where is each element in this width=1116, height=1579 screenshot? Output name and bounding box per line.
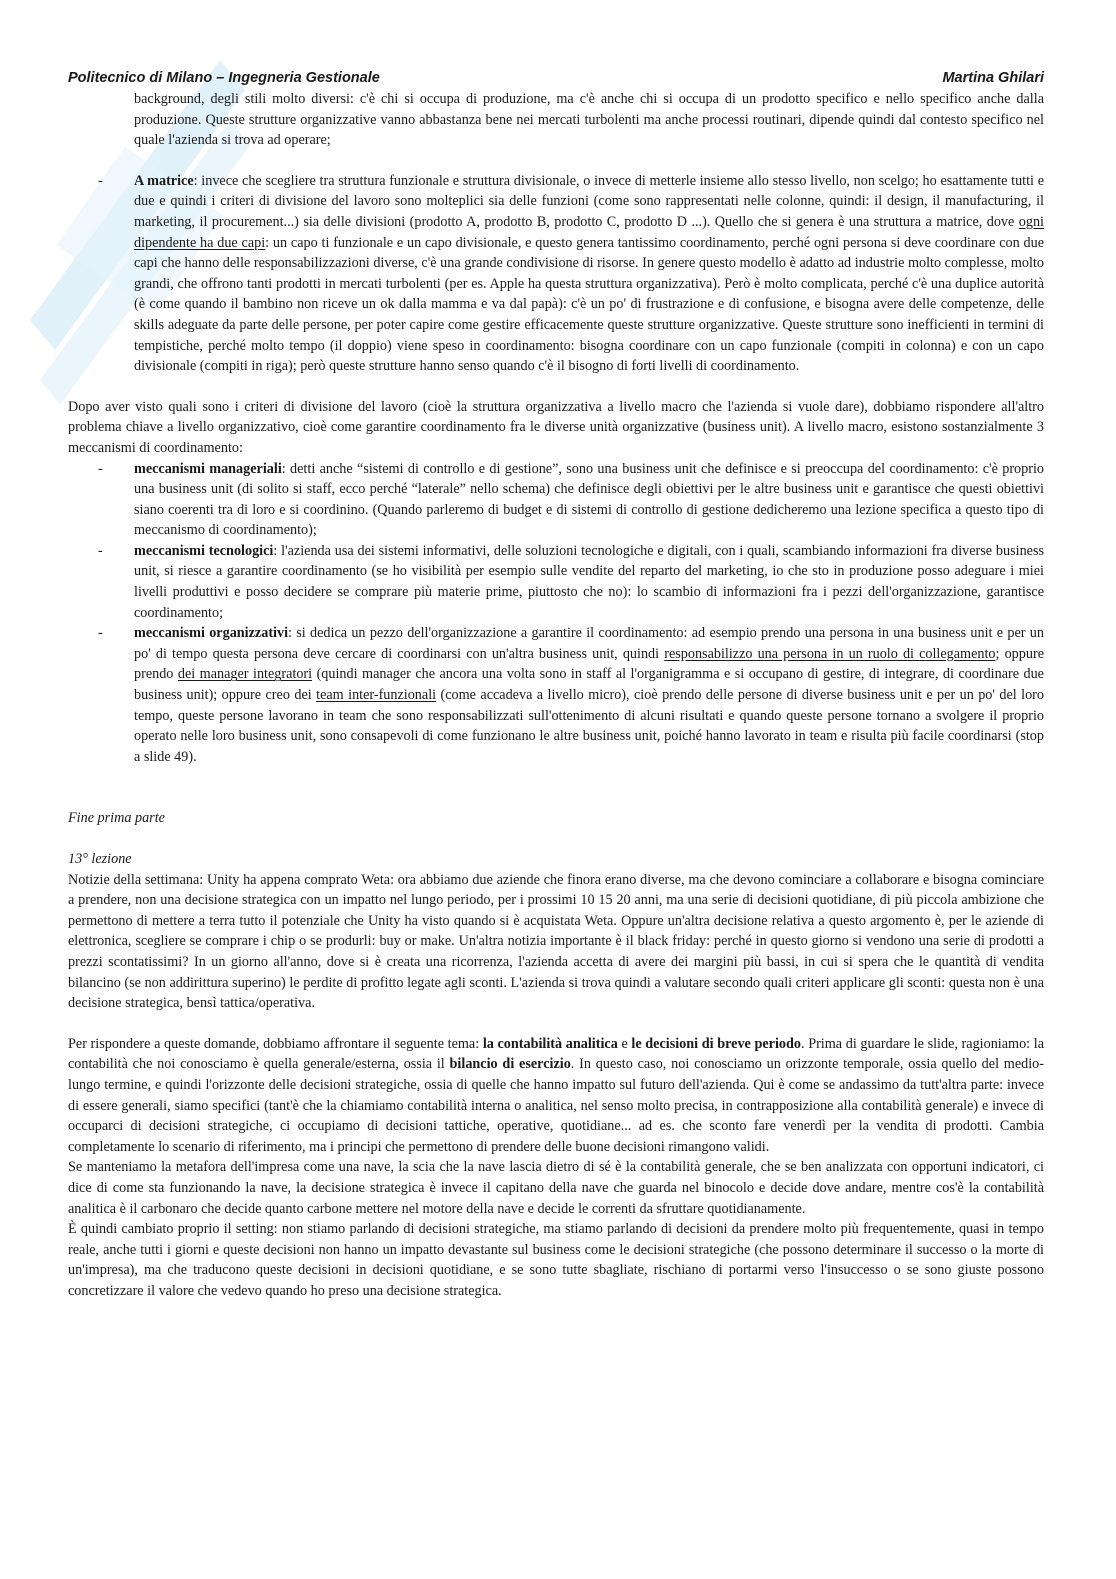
paragraph-setting: È quindi cambiato proprio il setting: non stiamo parlando di decisioni strategiche, ma stiamo parlando di decisioni da prendere molto più frequentemente, quasi in tempo reale, anche tutti i giorni e queste decisioni non hanno un impatto devastante sul business come le decisioni strategiche (che possono determinare il successo o la morte di un'impresa), ma che traducono queste decisioni in decisioni quotidiane, e se sono tutte sbagliate, rischiano di portarmi verso l'insuccesso o se sono giuste possono concretizzare il valore che vedevo quando ho preso una decisione strategica. — [68, 1221, 1044, 1299]
document-body — [68, 89, 1044, 1301]
lesson-heading: 13° lezione — [68, 851, 132, 867]
bold-term: le decisioni di breve periodo — [631, 1035, 801, 1052]
bullet-manageriali: - meccanismi manageriali: detti anche “sistemi di controllo e di gestione”, sono una business unit che definisce e si preoccupa del coordinamento: c'è proprio una business unit (di solito si staff, ecco perché “laterale” nello schema) che definisce degli obiettivi per le altre business unit e garantisce che questi obiettivi siano coerenti tra di loro e si coordinino. (Quando parleremo di budget e di sistemi di controllo di gestione dedicheremo una lezione specifica a questo tipo di meccanismo di coordinamento); — [98, 460, 1045, 539]
underlined-text: responsabilizzo una persona in un ruolo di collegamento — [664, 645, 996, 662]
bullet-dash: - — [98, 460, 103, 477]
paragraph-coordination-intro: Dopo aver visto quali sono i criteri di divisione del lavoro (cioè la struttura organizzativa a livello macro che l'azienda si vuole dare), dobbiamo rispondere all'altro problema chiave a livello organizzativo, cioè come garantire coordinamento fra le diverse unità organizzative (business unit). A livello macro, esistono sostanzialmente 3 meccanismi di coordinamento: — [68, 398, 1044, 456]
bullet-dash: - — [98, 542, 103, 559]
bullet-dash: - — [98, 625, 103, 642]
header-author: Martina Ghilari — [942, 70, 1044, 86]
paragraph-divisional-end: background, degli stili molto diversi: c'è chi si occupa di produzione, ma c'è anche chi si occupa di un prodotto specifico e nello specifico anche dalla produzione. Queste strutture organizzative vanno abbastanza bene nei mercati turbolenti ma anche processi routinari, dipende quindi dal contesto specifico nel quale l'azienda si trova ad operare; — [134, 91, 1044, 149]
bullet-organizzativi: - meccanismi organizzativi: si dedica un pezzo dell'organizzazione a garantire il coordinamento: ad esempio prendo una persona in una business unit e per un po' di tempo questa persona deve cercare di coordinarsi con un'altra business unit, quindi responsabilizzo una persona in un ruolo di collegamento; oppure prendo dei manager integratori (quindi manager che ancora una volta sono in staff al l'organigramma e si occupano di gestire, di integrare, di coordinare due business unit); oppure creo dei team inter-funzionali (come accadeva a livello micro), cioè prendo delle persone di diverse business unit e per un po' del loro tempo, queste persone lavorano in team che sono responsabilizzati sull'ottenimento di alcuni risultati e quando queste persone tornano a svolgere il proprio operato nelle loro business unit, sono consapevoli di come funzionano le altre business unit, poiché hanno lavorato in team e risulta più facile coordinarsi (stop a slide 49). — [98, 625, 1045, 765]
bullet-matrice: - A matrice: invece che scegliere tra struttura funzionale e struttura divisionale, o invece di metterle insieme allo stesso livello, non scelgo; ho esattamente tutti e due e quindi i criteri di divisione del lavoro sono molteplici sia delle funzioni (come sono rappresentati nelle colonne, quindi: il design, il manufacturing, il marketing, il procurement...) sia delle divisioni (prodotto A, prodotto B, prodotto C, prodotto D ...). Quello che si genera è una struttura a matrice, dove ogni dipendente ha due capi: un capo ti funzionale e un capo divisionale, e questo genera tantissimo coordinamento, perché ogni persona si deve coordinare con due capi che hanno delle responsabilizzazioni diverse, c'è una grande condivisione di risorse. In genere questo modello è adatto ad industrie molto complesse, molto grandi, che offrono tanti prodotti in mercati turbolenti (per es. Apple ha questa struttura organizzativa). Però è molto complicata, perché c'è una duplice autorità (è come quando il bambino non riceve un ok dalla mamma e va dal papà): c'è un po' di frustrazione e di confusione, e bisogna avere delle competenze, delle skills adeguate da parte delle persone, per poter capire come gestire efficacemente queste strutture organizzative. Queste strutture sono inefficienti in termini di tempistiche, perché molto tempo (il doppio) viene speso in coordinamento: bisogna coordinare con un capo funzionale (compiti in colonna) e con un capo divisionale (compiti in riga); però queste strutture hanno senso quando c'è il bisogno di forti livelli di coordinamento. — [98, 172, 1044, 375]
bullet-title: A matrice — [134, 172, 194, 189]
header-course: Politecnico di Milano – Ingegneria Gestionale — [68, 70, 380, 86]
bold-term: bilancio di esercizio — [449, 1056, 571, 1073]
bullet-title: meccanismi tecnologici — [134, 542, 274, 559]
bullet-title: meccanismi organizzativi — [134, 625, 289, 642]
bullet-tecnologici: - meccanismi tecnologici: l'azienda usa dei sistemi informativi, delle soluzioni tecnologiche e digitali, con i quali, scambiando informazioni fra diverse business unit, si riesce a garantire coordinamento (se ho visibilità per esempio sulle vendite del reparto del marketing, io che sto in produzione posso adeguare i miei livelli produttivi e posso decidere se comprare più materie prime, piuttosto che no): lo scambio di informazioni fra i pezzi dell'organizzazione, garantisce coordinamento; — [98, 542, 1045, 621]
page-header — [68, 70, 1044, 90]
section-end-label: Fine prima parte — [68, 810, 165, 827]
underlined-text: dei manager integratori — [177, 666, 313, 683]
underlined-text: ogni dipendente ha due capi — [134, 213, 1044, 251]
bold-term: la contabilità analitica — [482, 1035, 618, 1052]
bullet-title: meccanismi manageriali — [134, 460, 282, 477]
bullet-dash: - — [98, 172, 103, 189]
paragraph-ship-metaphor: Se manteniamo la metafora dell'impresa come una nave, la scia che la nave lascia dietro di sé è la contabilità generale, che se ben analizzata con opportuni indicatori, ci dice di come sta funzionando la nave, la decisione strategica è invece il capitano della nave che guarda nel binocolo e decide dove andare, mentre cos'è la contabilità analitica è il carbonaro che decide quanto carbone mettere nel motore della nave e decide le correnti da sfruttare quotidianamente. — [68, 1159, 1044, 1217]
underlined-text: team inter-funzionali — [316, 687, 437, 704]
paragraph-news: Notizie della settimana: Unity ha appena comprato Weta: ora abbiamo due aziende che finora erano diverse, ma che devono cominciare a collaborare e bisogna cominciare a prendere, non una decisione strategica con un impatto nel lungo periodo, per i prossimi 10 15 20 anni, ma una serie di decisioni quotidiane, di più piccola ambizione che permettono di mettere a terra tutto il potenziale che Unity ha visto quando si è acquistata Weta. Oppure un'altra decisione relativa a questo argomento è, per le aziende di elettronica, scegliere se comprare i chip o se produrli: buy or make. Un'altra notizia importante è il black friday: perché in questo giorno si vendono una serie di prodotti a prezzi scontatissimi? In un giorno all'anno, dove si è creata una ricorrenza, l'azienda accetta di avere dei margini più bassi, in cui si spera che le quantità di vendita bilancino (se non addirittura superino) le perdite di profitto legate agli sconti. L'azienda si trova quindi a valutare secondo quali criteri applicare gli sconti: questa non è una decisione strategica, bensì tattica/operativa. — [68, 871, 1044, 1012]
paragraph-contabilita: Per rispondere a queste domande, dobbiamo affrontare il seguente tema: la contabilità analitica e le decisioni di breve periodo. Prima di guardare le slide, ragioniamo: la contabilità che noi conosciamo è quella generale/esterna, ossia il bilancio di esercizio. In questo caso, noi conosciamo un orizzonte temporale, ossia quello del medio-lungo termine, e quindi l'orizzonte delle decisioni strategiche, ossia di quelle che hanno impatto sul futuro dell'azienda. Qui è come se andassimo da tutt'altra parte: invece di essere generali, siamo specifici (tant'è che la chiamiamo contabilità interna o analitica, nel senso molto precisa, in contrapposizione alla contabilità generale) e invece di occuparci di decisioni strategiche, ci occupiamo di decisioni tattiche, operative, quotidiane... ad es. che sconto fare venerdì per la vendita di prodotti. Cambia completamente lo scenario di riferimento, ma i principi che permettono di prendere delle buone decisioni rimangono validi. — [68, 1035, 1045, 1155]
